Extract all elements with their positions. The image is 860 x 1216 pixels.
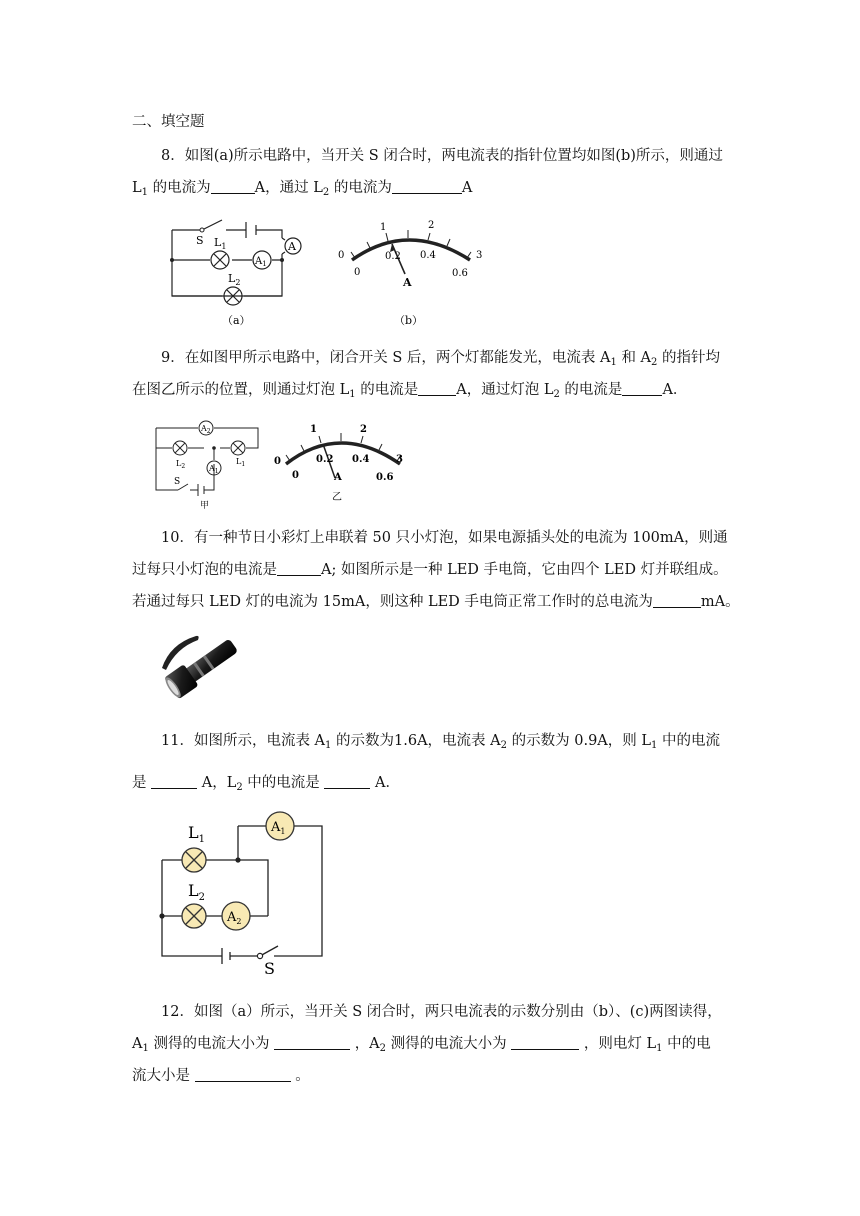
svg-text:A: A: [403, 276, 412, 289]
svg-text:S: S: [196, 234, 204, 247]
svg-text:A1: $A_1$: [255, 256, 267, 268]
svg-text:A2: $A_2$: [201, 424, 211, 435]
answer-blank[interactable]: [392, 178, 462, 194]
svg-text:L2: $L_2$: [176, 459, 186, 470]
svg-text:A: A: [334, 472, 342, 483]
svg-text:A1: $A_1$: [271, 820, 286, 836]
svg-text:0.4: 0.4: [352, 454, 370, 465]
ammeter-dial-9-yi: [268, 414, 416, 510]
answer-blank[interactable]: [277, 560, 321, 576]
svg-text:0.6: 0.6: [452, 268, 468, 279]
svg-text:L1: $L_1$: [214, 236, 227, 251]
svg-text:0: 0: [292, 470, 299, 481]
svg-text:L2: $L_2$: [188, 881, 205, 903]
section-heading: 二、填空题: [132, 114, 205, 130]
svg-text:L1: $L_1$: [188, 823, 205, 845]
svg-text:乙: 乙: [332, 492, 342, 503]
svg-text:2: 2: [360, 424, 367, 435]
circuit-diagram-9-jia: [150, 414, 266, 510]
svg-text:0.4: 0.4: [420, 250, 436, 261]
svg-text:1: 1: [310, 424, 317, 435]
question-11: 11．如图所示，电流表 $A_1$ 的示数为1.6A，电流表 $A_2$ 的示数为 0.9A，则 $L_1$ 中的电流 是 A，$L_2$ 中的电流是 A．: [132, 733, 720, 793]
answer-blank[interactable]: [653, 592, 701, 608]
question-8: 8．如图(a)所示电路中，当开关 S 闭合时，两电流表的指针位置均如图(b)所示，则通过 $L_1$ 的电流为 A，通过 $L_2$ 的电流为 A: [132, 148, 723, 198]
svg-text:A: A: [288, 240, 296, 253]
answer-blank[interactable]: [418, 380, 456, 396]
svg-text:2: 2: [428, 220, 435, 231]
svg-text:3: 3: [476, 250, 483, 261]
svg-text:甲: 甲: [200, 501, 210, 510]
answer-blank[interactable]: [324, 773, 370, 789]
svg-text:L1: $L_1$: [236, 457, 246, 468]
svg-text:A2: $A_2$: [227, 910, 242, 926]
answer-blank[interactable]: [511, 1034, 579, 1050]
svg-text:0.2: 0.2: [316, 454, 334, 465]
svg-text:S: S: [174, 477, 181, 487]
answer-blank[interactable]: [195, 1066, 291, 1082]
svg-text:1: 1: [380, 222, 387, 233]
svg-text:3: 3: [396, 454, 403, 465]
question-12: 12．如图（a）所示，当开关 S 闭合时，两只电流表的示数分别由（b）、(c)两图读得， $A_1$ 测得的电流大小为 ，$A_2$ 测得的电流大小为 ，则电灯 $L_1$ 中的电 流大小是 。: [132, 1004, 722, 1084]
svg-text:A1: $A_1$: [209, 464, 219, 475]
ammeter-dial-8b: [330, 212, 490, 330]
answer-blank[interactable]: [211, 178, 255, 194]
svg-text:0.2: 0.2: [385, 251, 401, 262]
circuit-diagram-8a: [160, 212, 310, 330]
svg-text:（b）: （b）: [394, 314, 424, 327]
answer-blank[interactable]: [274, 1034, 350, 1050]
svg-text:（a）: （a）: [222, 314, 251, 327]
svg-text:0.6: 0.6: [376, 472, 394, 483]
answer-blank[interactable]: [151, 773, 197, 789]
svg-text:S: S: [264, 959, 275, 978]
svg-text:0: 0: [274, 456, 281, 467]
question-10: 10．有一种节日小彩灯上串联着 50 只小灯泡，如果电源插头处的电流为 100mA，则通 过每只小灯泡的电流是 A; 如图所示是一种 LED 手电筒，它由四个 LED 灯并联组成。 若通过每只 LED 灯的电流为 15mA，则这种 LED 手电筒正常工作时的总电流为 mA。: [132, 530, 740, 610]
svg-text:L2: $L_2$: [228, 272, 241, 287]
svg-text:0: 0: [338, 250, 345, 261]
answer-blank[interactable]: [622, 380, 662, 396]
question-9: 9．在如图甲所示电路中，闭合开关 S 后，两个灯都能发光，电流表 $A_1$ 和 $A_2$ 的指针均 在图乙所示的位置，则通过灯泡 $L_1$ 的电流是 A，通过灯泡 $L_2$ 的电流是 A．: [132, 350, 721, 400]
svg-text:0: 0: [354, 267, 361, 278]
circuit-diagram-11: [150, 806, 340, 978]
led-flashlight-image: [156, 626, 248, 706]
